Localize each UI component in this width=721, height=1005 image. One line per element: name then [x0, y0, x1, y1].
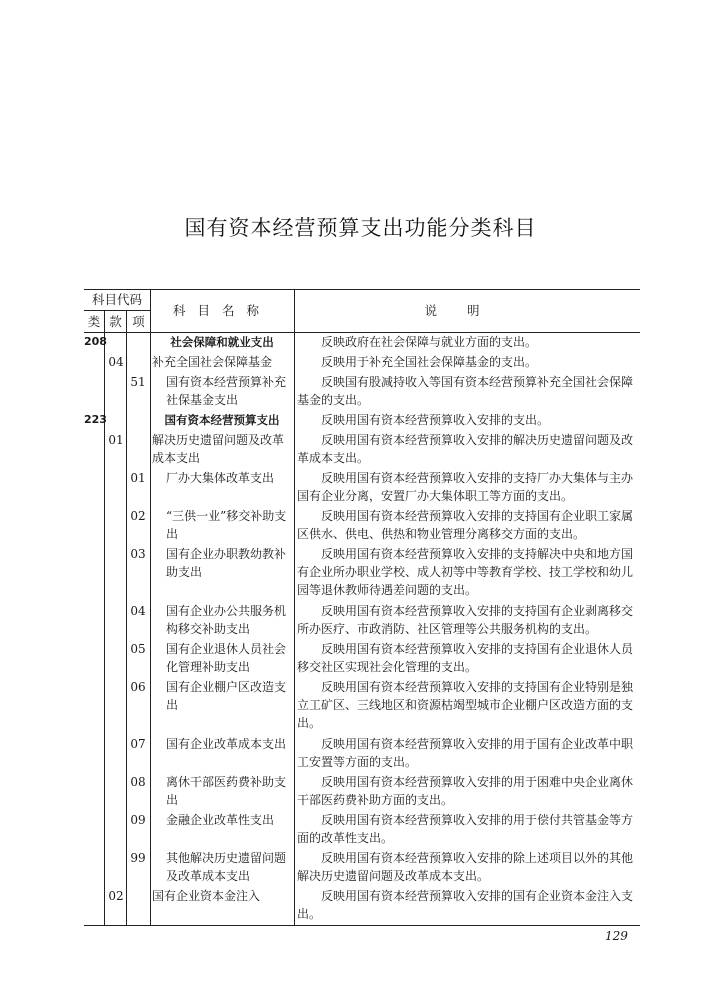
header-desc: 说明	[424, 303, 510, 318]
row-subject-name: 补充全国社会保障基金	[152, 355, 273, 369]
row-description: 反映用国有资本经营预算收入安排的解决历史遗留问题及改革成本支出。	[297, 433, 634, 466]
row-xiang-code: 05	[130, 642, 146, 656]
row-subject-name: 国有企业退休人员社会化管理补助支出	[166, 642, 287, 675]
page-title: 国有资本经营预算支出功能分类科目	[184, 216, 537, 240]
row-lei-code: 208	[84, 335, 107, 348]
row-description: 反映用国有资本经营预算收入安排的支持国有企业职工家属区供水、供电、供热和物业管理分离移交方面的支出。	[297, 509, 634, 542]
table-row	[84, 640, 640, 678]
table-row	[84, 411, 640, 431]
table-row	[84, 735, 640, 773]
row-xiang-code: 02	[130, 509, 146, 523]
table-body	[84, 333, 640, 925]
row-description: 反映政府在社会保障与就业方面的支出。	[321, 335, 538, 349]
row-description: 反映用于补充全国社会保障基金的支出。	[321, 355, 538, 369]
row-description: 反映用国有资本经营预算收入安排的国有企业资本金注入支出。	[297, 889, 634, 922]
row-subject-name: 厂办大集体改革支出	[166, 471, 275, 485]
row-xiang-code: 07	[130, 737, 146, 751]
row-xiang-code: 51	[130, 375, 146, 389]
row-xiang-code: 99	[130, 851, 146, 865]
row-description: 反映用国有资本经营预算收入安排的支持国有企业特别是独立工矿区、三线地区和资源枯竭型城市企业棚户区改造方面的支出。	[297, 680, 634, 731]
row-xiang-code: 06	[130, 680, 146, 694]
table-row	[84, 507, 640, 545]
table-row	[84, 887, 640, 925]
row-subject-name: 国有企业办职教幼教补助支出	[166, 547, 287, 580]
row-description: 反映用国有资本经营预算收入安排的支持国有企业剥离移交所办医疗、市政消防、社区管理等公共服务机构的支出。	[297, 604, 634, 637]
header-kuan: 款	[109, 314, 122, 329]
table-row	[84, 773, 640, 811]
row-description: 反映用国有资本经营预算收入安排的用于困难中央企业离休干部医药费补助方面的支出。	[297, 775, 634, 808]
table-row	[84, 811, 640, 849]
table-row	[84, 545, 640, 602]
row-description: 反映用国有资本经营预算收入安排的支出。	[321, 413, 550, 427]
row-xiang-code: 09	[130, 813, 146, 827]
row-description: 反映用国有资本经营预算收入安排的支持国有企业退休人员移交社区实现社会化管理的支出。	[297, 642, 634, 675]
row-description: 反映用国有资本经营预算收入安排的用于偿付共管基金等方面的改革性支出。	[297, 813, 634, 846]
row-xiang-code: 04	[130, 604, 146, 618]
row-kuan-code: 01	[108, 433, 124, 447]
row-subject-name: 国有资本经营预算支出	[164, 413, 280, 427]
row-subject-name: 社会保障和就业支出	[170, 335, 274, 349]
table-header	[84, 290, 640, 333]
table-row	[84, 469, 640, 507]
row-xiang-code: 08	[130, 775, 146, 789]
row-subject-name: 国有企业改革成本支出	[166, 737, 287, 751]
subject-table	[84, 289, 640, 926]
header-code: 科目代码	[84, 290, 150, 311]
row-description: 反映用国有资本经营预算收入安排的支持厂办大集体与主办国有企业分离，安置厂办大集体职工等方面的支出。	[297, 471, 634, 504]
table-row	[84, 373, 640, 411]
row-kuan-code: 02	[108, 889, 124, 903]
row-kuan-code: 04	[108, 355, 124, 369]
row-subject-name: “三供一业”移交补助支出	[166, 509, 287, 542]
row-subject-name: 金融企业改革性支出	[166, 813, 275, 827]
header-xiang: 项	[132, 314, 145, 329]
header-name: 科目名称	[172, 303, 271, 318]
row-xiang-code: 01	[130, 471, 146, 485]
row-xiang-code: 03	[130, 547, 146, 561]
row-subject-name: 解决历史遗留问题及改革成本支出	[152, 433, 285, 466]
page-number: 129	[605, 929, 628, 943]
row-description: 反映用国有资本经营预算收入安排的支持解决中央和地方国有企业所办职业学校、成人初等中等教育学校、技工学校和幼儿园等退休教师待遇差问题的支出。	[297, 547, 634, 598]
row-subject-name: 国有资本经营预算补充社保基金支出	[166, 375, 287, 408]
row-subject-name: 其他解决历史遗留问题及改革成本支出	[166, 851, 287, 884]
table-row	[84, 678, 640, 735]
table-row	[84, 333, 640, 353]
header-lei: 类	[87, 314, 101, 329]
row-lei-code: 223	[84, 413, 107, 426]
row-subject-name: 国有企业资本金注入	[152, 889, 261, 903]
row-description: 反映国有股减持收入等国有资本经营预算补充全国社会保障基金的支出。	[297, 375, 634, 408]
table-row	[84, 849, 640, 887]
row-description: 反映用国有资本经营预算收入安排的除上述项目以外的其他解决历史遗留问题及改革成本支出。	[297, 851, 634, 884]
row-description: 反映用国有资本经营预算收入安排的用于国有企业改革中职工安置等方面的支出。	[297, 737, 634, 770]
table-row	[84, 602, 640, 640]
row-subject-name: 国有企业办公共服务机构移交补助支出	[166, 604, 287, 637]
row-subject-name: 离休干部医药费补助支出	[166, 775, 287, 808]
row-subject-name: 国有企业棚户区改造支出	[166, 680, 287, 713]
table-row	[84, 431, 640, 469]
table-row	[84, 353, 640, 373]
